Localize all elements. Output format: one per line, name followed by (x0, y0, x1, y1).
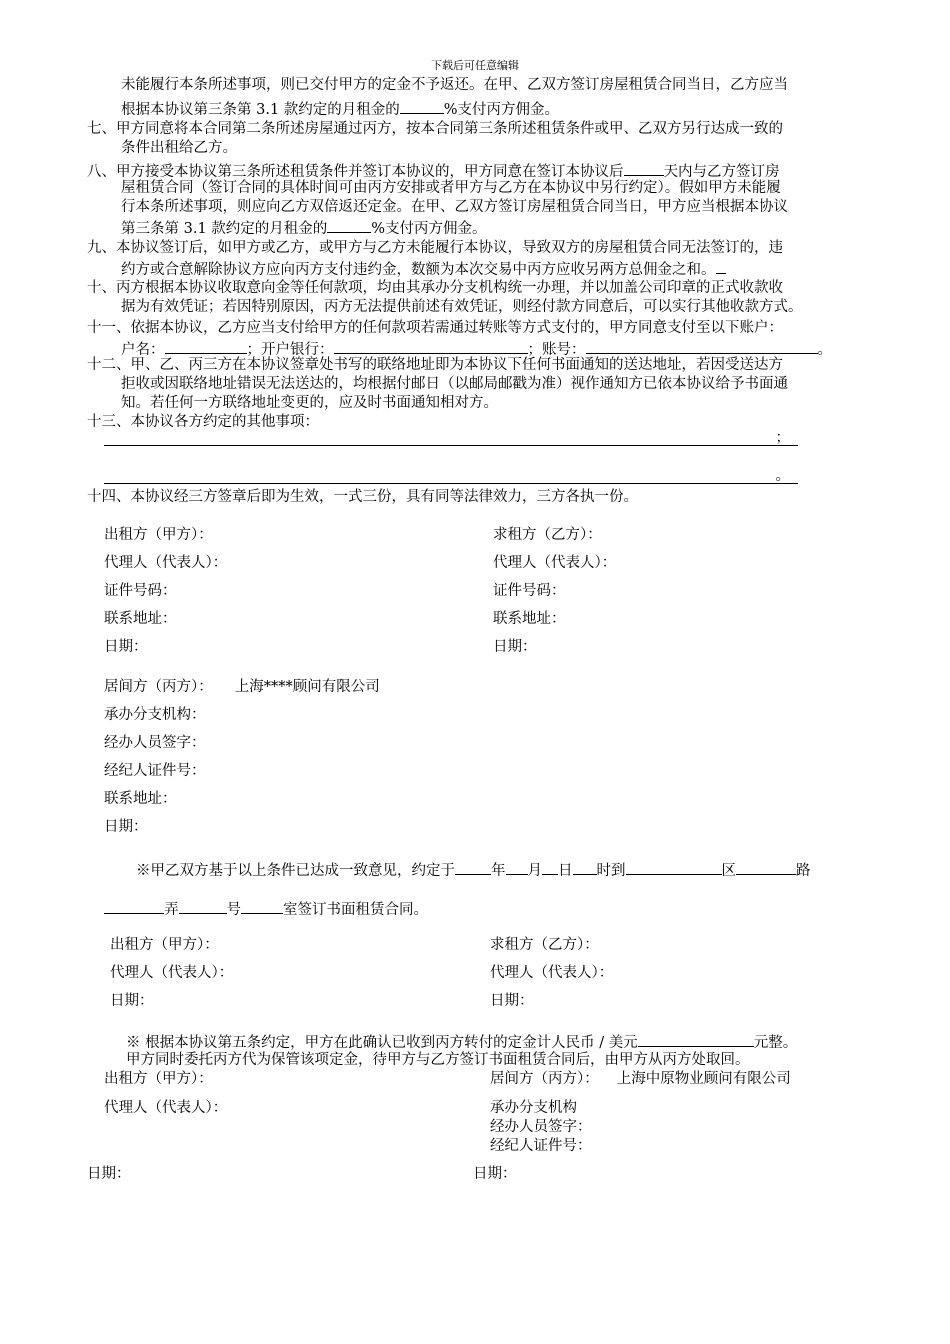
agreement-note-line-1: ※甲乙双方基于以上条件已达成一致意见，约定于 年 月 日 时到 区 路 (136, 859, 811, 881)
lessee-address-label: 联系地址： (493, 611, 566, 627)
lessee-agent-label-2: 代理人（代表人）： (490, 965, 614, 981)
lessor-signature-block-2 (110, 931, 233, 1015)
lessee-signature-block (493, 521, 616, 661)
clause-7-line-2: 条件出租给乙方。 (121, 140, 237, 156)
lessee-agent-label: 代理人（代表人）： (493, 555, 617, 571)
lessor-agent-label-2: 代理人（代表人）： (110, 965, 234, 981)
clause-12-line-1: 十二、甲、乙、丙三方在本协议签章处书写的联络地址即为本协议下任何书面通知的送达地址，若因受送达方 (87, 357, 783, 373)
clause-10-line-1: 十、丙方根据本协议收取意向金等任何款项，均由其承办分支机构统一办理，并以加盖公司印章的正式收款收 (87, 280, 783, 296)
clause-6-continuation-line-1: 未能履行本条所述事项，则已交付甲方的定金不予返还。在甲、乙双方签订房屋租赁合同当日，乙方应当 (121, 77, 788, 93)
lane-blank[interactable] (104, 898, 164, 914)
lessor-signature-block (104, 521, 227, 661)
deposit-amount-blank[interactable] (638, 1031, 754, 1047)
lessor-id-label: 证件号码： (104, 583, 177, 599)
agent-company-3: 上海中原物业顾问有限公司 (616, 1071, 791, 1087)
agent-date-label-3: 日期： (473, 1166, 517, 1182)
days-blank[interactable] (624, 160, 664, 176)
clause-8-line-4: 第三条第 3.1 款约定的月租金的 %支付丙方佣金。 (87, 217, 905, 239)
clause-10-line-2: 据为有效凭证；若因特别原因，丙方无法提供前述有效凭证，则经付款方同意后，可以实行其他收款方式。 (121, 299, 803, 315)
lessor-address-label: 联系地址： (104, 611, 177, 627)
page-header: 下载后可任意编辑 (431, 59, 519, 72)
deposit-note-line-1: ※ 根据本协议第五条约定，甲方在此确认已收到丙方转付的定金计人民币 / 美元 元整。 (126, 1031, 797, 1053)
clause-9-line-2: 约方或合意解除协议方应向丙方支付违约金，数额为本次交易中丙方应收另两方总佣金之和。 (87, 258, 905, 280)
agent-branch-label-3: 承办分支机构 (490, 1100, 577, 1116)
agent-label-3: 居间方（丙方）： (490, 1071, 599, 1087)
lessor-agent-label-3: 代理人（代表人）： (104, 1100, 228, 1116)
room-blank[interactable] (241, 898, 283, 914)
lessee-label-2: 求租方（乙方）： (490, 937, 599, 953)
hour-blank[interactable] (573, 859, 597, 875)
lessor-date-label: 日期： (104, 639, 148, 655)
lessor-date-label-3: 日期： (87, 1166, 131, 1182)
lessor-label: 出租方（甲方）： (104, 527, 213, 543)
clause-6-continuation-line-2: 根据本协议第三条第 3.1 款约定的月租金的 %支付丙方佣金。 (87, 98, 905, 120)
agent-label-line (104, 673, 380, 701)
lessee-date-label: 日期： (493, 639, 537, 655)
account-name-blank[interactable] (165, 338, 247, 354)
lessor-label-3: 出租方（甲方）： (104, 1071, 213, 1087)
agent-broker-id-label: 经纪人证件号： (104, 763, 206, 779)
other-matters-blank-1[interactable]: ； (104, 430, 798, 446)
year-blank[interactable] (455, 859, 491, 875)
lessee-date-label-2: 日期： (490, 993, 534, 1009)
lessee-signature-block-2 (490, 931, 613, 1015)
clause-8-line-3: 行本条所述事项，则应向乙方双倍返还定金。在甲、乙双方签订房屋租赁合同当日，甲方应当根据本协议 (121, 199, 788, 215)
clause-12-line-2: 拒收或因联络地址错误无法送达的，均根据付邮日（以邮局邮戳为准）视作通知方已依本协议给予书面通 (121, 376, 788, 392)
month-blank[interactable] (506, 859, 528, 875)
agent-address-label: 联系地址： (104, 791, 177, 807)
lessee-label: 求租方（乙方）： (493, 527, 602, 543)
lessor-label-2: 出租方（甲方）： (110, 937, 219, 953)
agent-company: 上海****顾问有限公司 (234, 679, 380, 695)
commission-percent-blank[interactable] (400, 98, 444, 114)
day-blank[interactable] (542, 859, 558, 875)
clause-9-line-1: 九、本协议签订后，如甲方或乙方，或甲方与乙方未能履行本协议，导致双方的房屋租赁合同无法签订的，违 (87, 240, 783, 256)
agent-label: 居间方（丙方）： (104, 679, 213, 695)
agent-broker-id-label-3: 经纪人证件号： (490, 1138, 592, 1154)
clause-12-line-3: 知。若任何一方联络地址变更的，应及时书面通知相对方。 (121, 395, 498, 411)
other-matters-blank-2[interactable]: 。 (104, 468, 798, 484)
agreement-note-line-2: 弄 号 室签订书面租赁合同。 (104, 898, 428, 920)
clause-11-line-1: 十一、依据本协议，乙方应当支付给甲方的任何款项若需通过转账等方式支付的，甲方同意支付至以下账户： (87, 320, 783, 336)
lessee-id-label: 证件号码： (493, 583, 566, 599)
road-blank[interactable] (736, 859, 796, 875)
account-number-blank[interactable] (586, 338, 818, 354)
agent-handler-signature-label: 经办人员签字： (104, 735, 206, 751)
district-blank[interactable] (626, 859, 722, 875)
clause-13-line-1: 十三、本协议各方约定的其他事项： (87, 414, 319, 430)
clause-11-account-line: 户名： ；开户银行： ；账号： 。 (87, 338, 905, 360)
agent-label-line-3 (490, 1070, 791, 1089)
clause-8-line-1: 八、甲方接受本协议第三条所述租赁条件并签订本协议的，甲方同意在签订本协议后 天内与乙方签订房 (87, 160, 905, 182)
lessor-date-label-2: 日期： (110, 993, 154, 1009)
clause-8-line-2: 屋租赁合同（签订合同的具体时间可由丙方安排或者甲方与乙方在本协议中另行约定）。假如甲方未能履 (121, 180, 781, 196)
agent-date-label: 日期： (104, 819, 148, 835)
agent-signature-block (104, 673, 380, 841)
clause-14-line-1: 十四、本协议经三方签章后即为生效，一式三份，具有同等法律效力，三方各执一份。 (87, 489, 638, 505)
bank-name-blank[interactable] (334, 338, 528, 354)
number-blank[interactable] (179, 898, 227, 914)
commission-percent-blank-2[interactable] (327, 217, 371, 233)
agent-handler-signature-label-3: 经办人员签字： (490, 1119, 592, 1135)
clause-7-line-1: 七、甲方同意将本合同第二条所述房屋通过丙方，按本合同第三条所述租赁条件或甲、乙双方另行达成一致的 (87, 121, 783, 137)
agent-branch-label: 承办分支机构： (104, 707, 206, 723)
lessor-agent-label: 代理人（代表人）： (104, 555, 228, 571)
deposit-note-line-2: 甲方同时委托丙方代为保管该项定金，待甲方与乙方签订书面租赁合同后，由甲方从丙方处取回。 (126, 1052, 750, 1068)
